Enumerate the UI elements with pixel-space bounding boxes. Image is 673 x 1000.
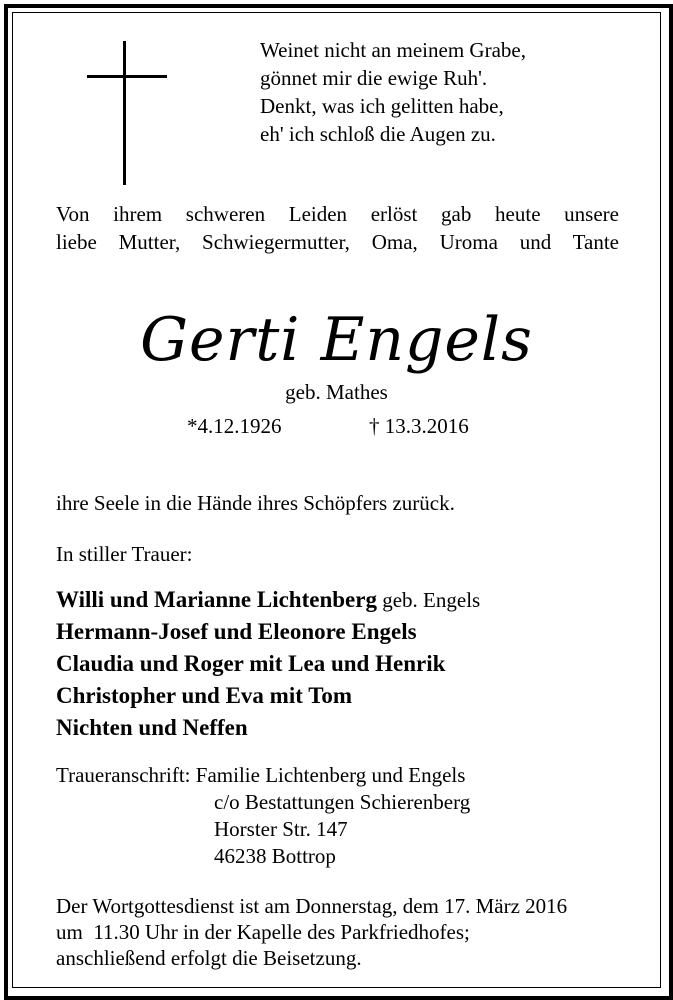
- poem-line: Denkt, was ich gelitten habe,: [260, 94, 504, 118]
- maiden-name: geb. Mathes: [285, 380, 388, 404]
- mourner-entry: Claudia und Roger mit Lea und Henrik: [56, 651, 446, 676]
- mourner-entry: Willi und Marianne Lichtenberg geb. Engels: [56, 587, 481, 612]
- intro-line: liebe Mutter, Schwiegermutter, Oma, Uroma und Tante: [56, 230, 619, 254]
- deceased-name: Gerti Engels: [140, 305, 533, 375]
- poem-line: eh' ich schloß die Augen zu.: [260, 122, 496, 146]
- mourner-entry: Nichten und Neffen: [56, 715, 248, 740]
- poem: [260, 36, 526, 148]
- address-line: c/o Bestattungen Schierenberg: [214, 790, 471, 814]
- mourner-entry: Christopher und Eva mit Tom: [56, 683, 353, 708]
- address-line: 46238 Bottrop: [214, 844, 336, 868]
- birth-date: *4.12.1926: [187, 414, 282, 438]
- mourner-entry: Hermann-Josef und Eleonore Engels: [56, 619, 417, 644]
- mourning-address: [56, 762, 470, 870]
- poem-line: gönnet mir die ewige Ruh'.: [260, 66, 488, 90]
- intro-line: Von ihrem schweren Leiden erlöst gab heute unsere: [56, 202, 619, 226]
- cross-icon: [87, 41, 167, 185]
- address-label: Traueranschrift:: [56, 763, 191, 787]
- service-info: [56, 893, 567, 971]
- soul-line: ihre Seele in die Hände ihres Schöpfers zurück.: [56, 491, 455, 515]
- service-line: um 11.30 Uhr in der Kapelle des Parkfriedhofes;: [56, 920, 470, 944]
- service-line: Der Wortgottesdienst ist am Donnerstag, dem 17. März 2016: [56, 894, 568, 918]
- poem-line: Weinet nicht an meinem Grabe,: [260, 38, 526, 62]
- address-line: Horster Str. 147: [214, 817, 348, 841]
- service-line: anschließend erfolgt die Beisetzung.: [56, 946, 362, 970]
- mourners-list: [56, 584, 480, 744]
- death-date: † 13.3.2016: [369, 414, 469, 438]
- intro-text: [56, 200, 619, 256]
- mourning-heading: In stiller Trauer:: [56, 542, 193, 566]
- address-line: Familie Lichtenberg und Engels: [195, 763, 466, 787]
